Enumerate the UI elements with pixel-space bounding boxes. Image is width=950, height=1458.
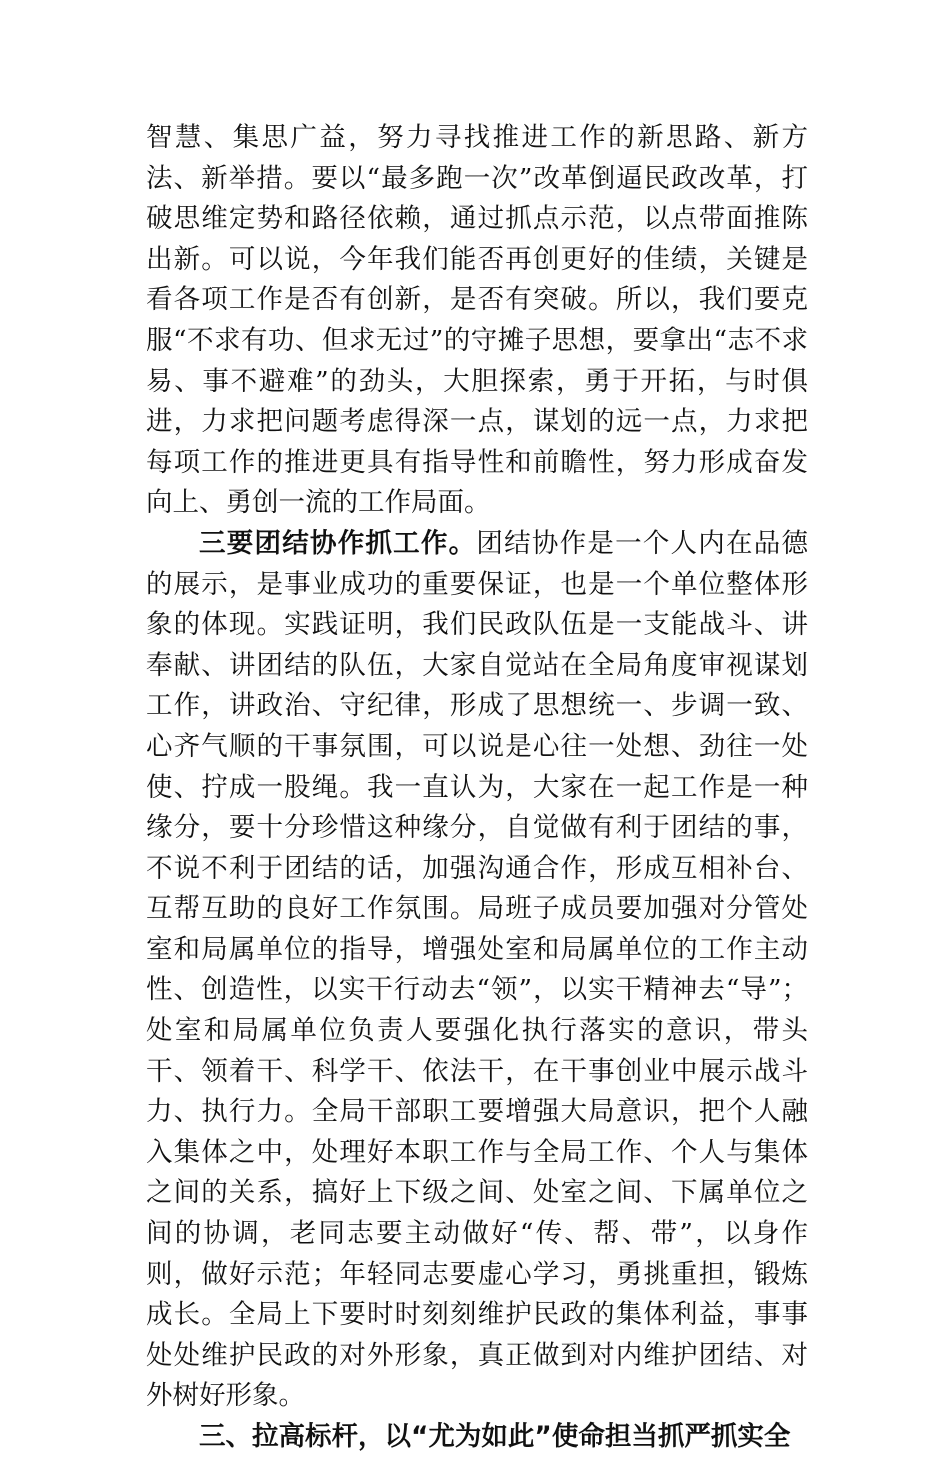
paragraph-continuation: 智慧、集思广益，努力寻找推进工作的新思路、新方法、新举措。要以“最多跑一次”改革倒逼民政改革，打破思维定势和路径依赖，通过抓点示范，以点带面推陈出新。可以说，今年我们能否再创更好的佳绩，关键是看各项工作是否有创新，是否有突破。所以，我们要克服“不求有功、但求无过”的守摊子思想，要拿出“志不求易、事不避难”的劲头，大胆探索，勇于开拓，与时俱进，力求把问题考虑得深一点，谋划的远一点，力求把每项工作的推进更具有指导性和前瞻性，努力形成奋发向上、勇创一流的工作局面。 (146, 122, 808, 519)
section-heading: 三、拉高标杆，以“尤为如此”使命担当抓严抓实全 (199, 1421, 791, 1452)
document-body (146, 118, 808, 1458)
paragraph-lead-heading: 三要团结协作抓工作。 (199, 527, 477, 559)
paragraph-unity-cooperation (146, 524, 808, 1417)
paragraph-body-text: 团结协作是一个人内在品德的展示，是事业成功的重要保证，也是一个单位整体形象的体现。实践证明，我们民政队伍是一支能战斗、讲奉献、讲团结的队伍，大家自觉站在全局角度审视谋划工作，讲政治、守纪律，形成了思想统一、步调一致、心齐气顺的干事氛围，可以说是心往一处想、劲往一处使、拧成一股绳。我一直认为，大家在一起工作是一种缘分，要十分珍惜这种缘分，自觉做有利于团结的事，不说不利于团结的话，加强沟通合作，形成互相补台、互帮互助的良好工作氛围。局班子成员要加强对分管处室和局属单位的指导，增强处室和局属单位的工作主动性、创造性，以实干行动去“领”，以实干精神去“导”；处室和局属单位负责人要强化执行落实的意识，带头干、领着干、科学干、依法干，在干事创业中展示战斗力、执行力。全局干部职工要增强大局意识，把个人融入集体之中，处理好本职工作与全局工作、个人与集体之间的关系，搞好上下级之间、处室之间、下属单位之间的协调，老同志要主动做好“传、帮、带”，以身作则，做好示范；年轻同志要虚心学习，勇挑重担，锻炼成长。全局上下要时时刻刻维护民政的集体利益，事事处处维护民政的对外形象，真正做到对内维护团结、对外树好形象。 (146, 527, 809, 1412)
